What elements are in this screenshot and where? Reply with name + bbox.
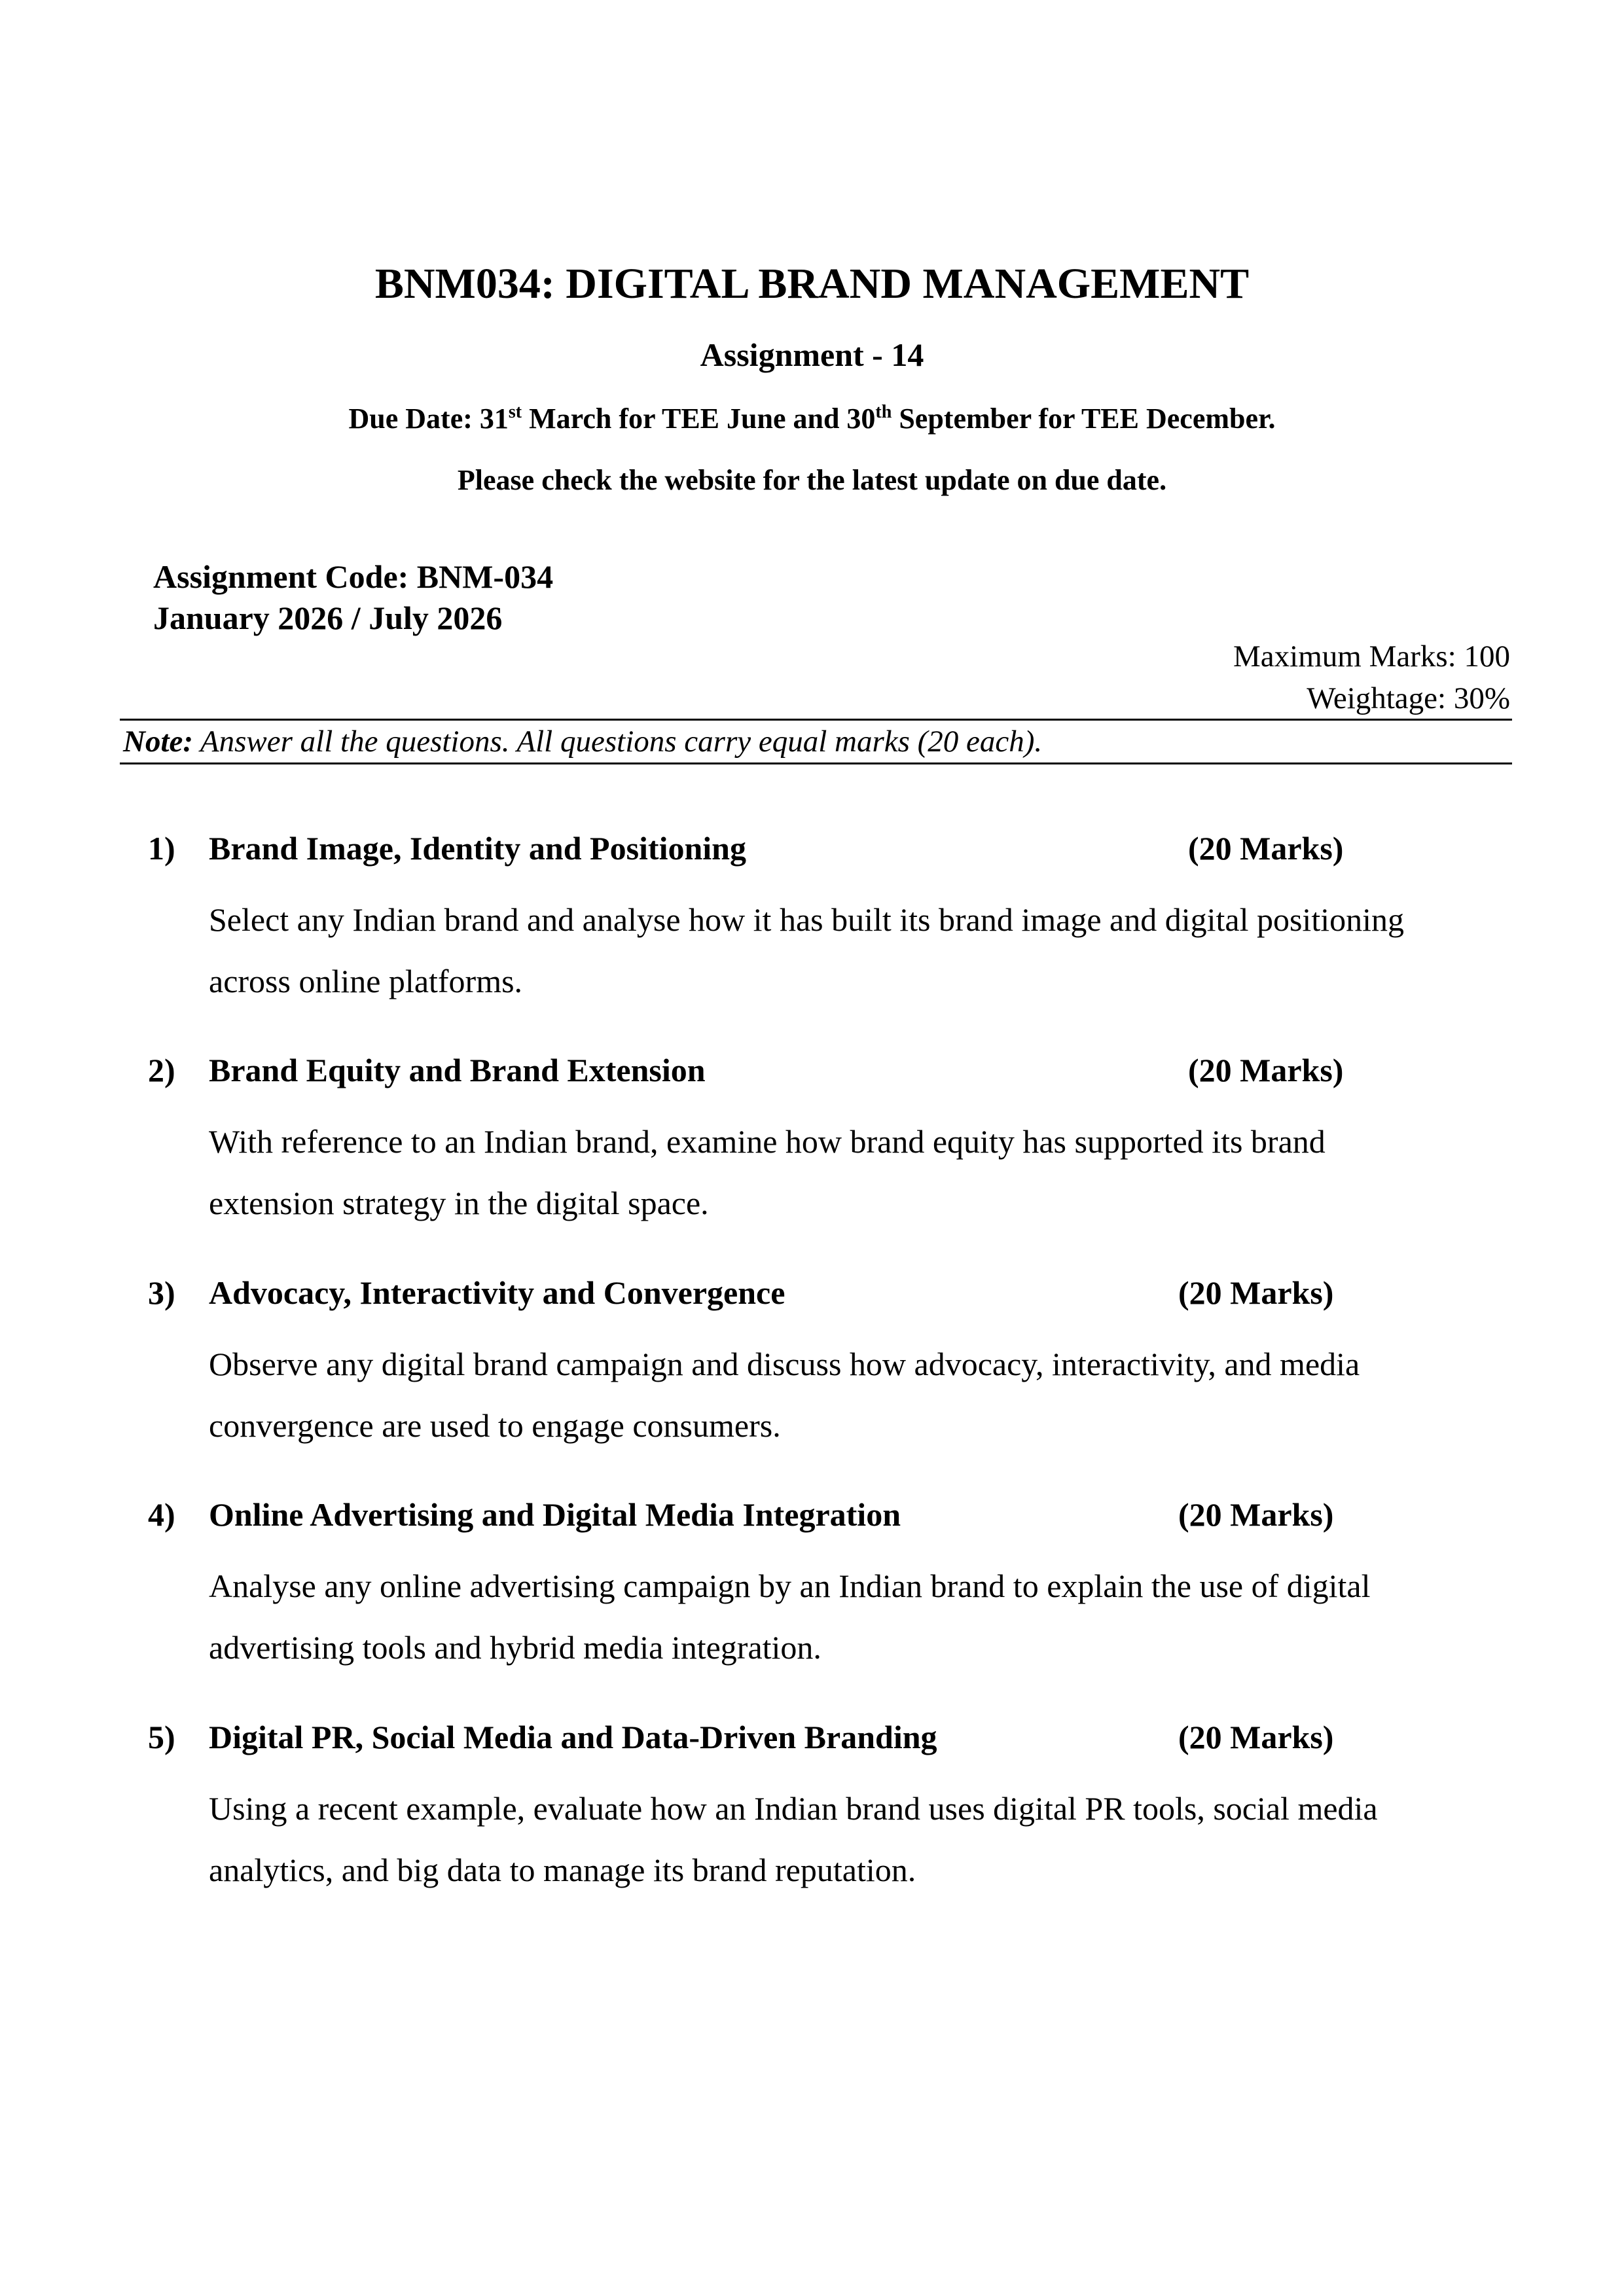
question-marks: (20 Marks) xyxy=(1178,1719,1334,1755)
due-date-suffix: September for TEE December. xyxy=(892,403,1276,435)
question-number: 2) xyxy=(148,1052,175,1088)
question-body-line: With reference to an Indian brand, examine how brand equity has supported its brand xyxy=(209,1123,1326,1160)
question-body-line: across online platforms. xyxy=(209,963,523,999)
note-line xyxy=(123,723,1042,761)
question-body-line: analytics, and big data to manage its brand reputation. xyxy=(209,1852,916,1888)
question-number: 3) xyxy=(148,1274,175,1311)
session-label: January 2026 / July 2026 xyxy=(153,600,503,636)
question-body-line: Using a recent example, evaluate how an Indian brand uses digital PR tools, social media xyxy=(209,1790,1378,1827)
question-body xyxy=(209,1778,1531,1901)
question-body-line: convergence are used to engage consumers. xyxy=(209,1407,781,1444)
divider-top xyxy=(120,719,1512,721)
question-body-line: Select any Indian brand and analyse how it has built its brand image and digital positioning xyxy=(209,901,1405,938)
question-body-line: Observe any digital brand campaign and discuss how advocacy, interactivity, and media xyxy=(209,1346,1360,1382)
note-text: Answer all the questions. All questions carry equal marks (20 each). xyxy=(193,725,1043,759)
question-marks: (20 Marks) xyxy=(1188,830,1344,867)
question-body-line: extension strategy in the digital space. xyxy=(209,1185,709,1221)
assignment-subtitle: Assignment - 14 xyxy=(700,336,924,373)
question-body xyxy=(209,1111,1531,1234)
due-date-prefix: Due Date: 31 xyxy=(348,403,509,435)
question-title: Online Advertising and Digital Media Integration xyxy=(209,1496,901,1533)
due-date-sup-th: th xyxy=(875,402,892,422)
question-body-line: advertising tools and hybrid media integration. xyxy=(209,1629,821,1666)
page-title: BNM034: DIGITAL BRAND MANAGEMENT xyxy=(374,260,1250,308)
weightage: Weightage: 30% xyxy=(1307,681,1510,715)
question-number: 1) xyxy=(148,830,175,867)
due-date-middle: March for TEE June and 30 xyxy=(522,403,876,435)
question-marks: (20 Marks) xyxy=(1178,1496,1334,1533)
question-title: Advocacy, Interactivity and Convergence xyxy=(209,1274,785,1311)
question-title: Brand Image, Identity and Positioning xyxy=(209,830,746,867)
question-title: Brand Equity and Brand Extension xyxy=(209,1052,706,1088)
question-marks: (20 Marks) xyxy=(1178,1274,1334,1311)
divider-bottom xyxy=(120,762,1512,764)
question-body-line: Analyse any online advertising campaign by an Indian brand to explain the use of digital xyxy=(209,1568,1371,1604)
question-number: 4) xyxy=(148,1496,175,1533)
website-note: Please check the website for the latest update on due date. xyxy=(457,464,1167,496)
due-date-sup-st: st xyxy=(508,402,522,422)
question-number: 5) xyxy=(148,1719,175,1755)
question-body xyxy=(209,1333,1531,1456)
note-label: Note: xyxy=(123,725,194,759)
question-body xyxy=(209,1555,1531,1678)
question-body xyxy=(209,889,1531,1012)
maximum-marks: Maximum Marks: 100 xyxy=(1233,639,1510,673)
question-title: Digital PR, Social Media and Data-Driven Branding xyxy=(209,1719,937,1755)
due-date-line xyxy=(0,401,1624,437)
assignment-code: Assignment Code: BNM-034 xyxy=(153,558,554,595)
question-marks: (20 Marks) xyxy=(1188,1052,1344,1088)
